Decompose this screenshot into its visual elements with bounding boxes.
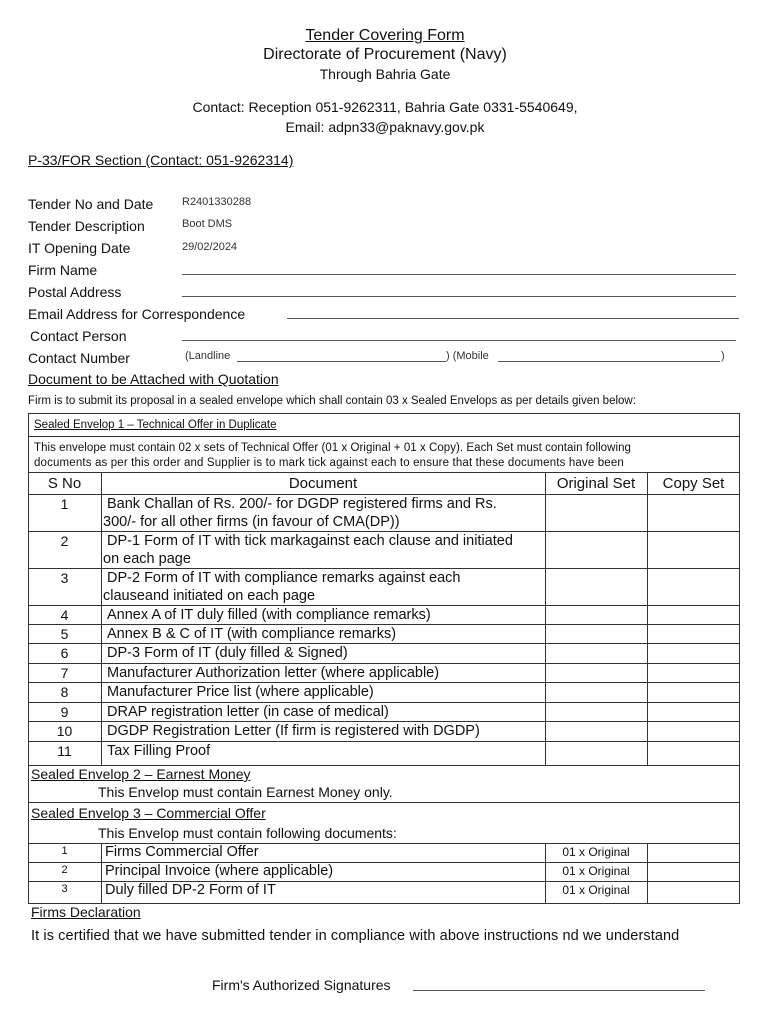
tender-description-value: Boot DMS: [182, 218, 233, 230]
divider: [28, 802, 740, 803]
row-document: [103, 495, 497, 531]
declaration-text: It is certified that we have submitted tender in compliance with above instructions nd we understand: [31, 928, 680, 944]
original-set-checkbox[interactable]: [546, 742, 646, 764]
envelope1-desc-line2: documents as per this order and Supplier is to mark tick against each to ensure that these documents have been: [34, 457, 624, 469]
envelope1-title: Sealed Envelop 1 – Technical Offer in Duplicate: [34, 419, 277, 431]
row-document: [103, 625, 396, 643]
mobile-close-paren: ): [721, 350, 725, 362]
firm-name-field[interactable]: [182, 274, 736, 275]
row-document-line2: on each page: [103, 551, 191, 567]
row-document-line2: 300/- for all other firms (in favour of CMA(DP)): [103, 514, 400, 530]
original-set-checkbox[interactable]: [546, 606, 646, 623]
copy-set-checkbox[interactable]: [648, 644, 739, 662]
copy-set-checkbox[interactable]: [648, 703, 739, 720]
commercial-row-original: 01 x Original: [562, 845, 630, 859]
row-sno: 9: [60, 704, 69, 720]
commercial-row-sno: 1: [61, 845, 68, 857]
row-document-line1: DRAP registration letter (in case of medical): [107, 704, 389, 720]
envelope3-title: Sealed Envelop 3 – Commercial Offer: [31, 805, 266, 821]
tender-no-label: Tender No and Date: [28, 196, 154, 212]
opening-date-value: 29/02/2024: [182, 241, 238, 253]
envelope3-desc: This Envelop must contain following documents:: [98, 825, 397, 841]
envelope2-desc: This Envelop must contain Earnest Money only.: [98, 784, 393, 800]
postal-address-field[interactable]: [182, 296, 736, 297]
mobile-field[interactable]: [498, 361, 720, 362]
original-set-checkbox[interactable]: [546, 664, 646, 681]
form-title: Tender Covering Form: [305, 27, 465, 44]
original-set-checkbox[interactable]: [546, 703, 646, 720]
commercial-row-original: 01 x Original: [562, 864, 630, 878]
row-sno: 7: [60, 665, 69, 681]
commercial-row-document: Principal Invoice (where applicable): [105, 863, 334, 879]
tender-no-value: R2401330288: [182, 196, 252, 208]
row-sno: 1: [60, 496, 69, 512]
row-document-line1: Tax Filling Proof: [107, 743, 211, 759]
row-document-line1: Annex A of IT duly filled (with compliance remarks): [107, 607, 431, 623]
email-line: Email: adpn33@paknavy.gov.pk: [285, 119, 485, 135]
section-heading: P-33/FOR Section (Contact: 051-9262314): [28, 152, 294, 168]
row-document-line1: Manufacturer Price list (where applicable): [107, 684, 374, 700]
copy-set-checkbox[interactable]: [648, 625, 739, 642]
copy-set-checkbox[interactable]: [648, 606, 739, 623]
copy-set-checkbox[interactable]: [648, 569, 739, 604]
copy-set-checkbox[interactable]: [648, 722, 739, 740]
commercial-row-document: Firms Commercial Offer: [105, 844, 259, 860]
row-document-line1: Annex B & C of IT (with compliance remarks): [107, 626, 397, 642]
row-document: [103, 703, 389, 721]
original-set-checkbox[interactable]: [546, 532, 646, 567]
copy-set-checkbox[interactable]: [648, 742, 739, 764]
commercial-row-document: Duly filled DP-2 Form of IT: [105, 882, 276, 898]
contact-person-label: Contact Person: [30, 328, 127, 344]
row-sno: 11: [57, 743, 72, 759]
contact-person-field[interactable]: [182, 340, 736, 341]
attach-heading: Document to be Attached with Quotation: [28, 371, 279, 387]
row-sno: 10: [56, 723, 73, 739]
original-set-checkbox[interactable]: [546, 625, 646, 642]
postal-address-label: Postal Address: [28, 284, 122, 300]
original-set-checkbox[interactable]: [546, 569, 646, 604]
original-set-checkbox[interactable]: [546, 683, 646, 701]
signature-label: Firm's Authorized Signatures: [212, 977, 391, 993]
row-document: [103, 683, 374, 701]
firm-name-label: Firm Name: [28, 262, 98, 278]
col-sno-header: S No: [47, 475, 82, 492]
envelope2-title: Sealed Envelop 2 – Earnest Money: [31, 766, 251, 782]
row-sno: 2: [60, 533, 69, 549]
email-address-field[interactable]: [287, 318, 739, 319]
row-sno: 3: [60, 570, 69, 586]
contact-number-label: Contact Number: [28, 350, 130, 366]
directorate-name: Directorate of Procurement (Navy): [263, 46, 507, 63]
row-sno: 4: [60, 607, 69, 623]
divider: [28, 436, 740, 437]
commercial-row-sno: 2: [61, 864, 68, 876]
row-document: [103, 644, 348, 662]
row-sno: 5: [60, 626, 69, 642]
col-sep-sno: [101, 843, 102, 904]
through-line: Through Bahria Gate: [319, 66, 451, 82]
declaration-heading: Firms Declaration: [31, 904, 141, 920]
signature-field[interactable]: [413, 990, 705, 991]
col-original-header: Original Set: [556, 475, 636, 492]
original-set-checkbox[interactable]: [546, 722, 646, 740]
tender-description-label: Tender Description: [28, 218, 145, 234]
copy-set-checkbox[interactable]: [648, 664, 739, 681]
row-sno: 6: [60, 645, 69, 661]
copy-set-checkbox[interactable]: [648, 683, 739, 701]
landline-label: (Landline: [185, 350, 231, 362]
table-top-line: [28, 472, 740, 473]
original-set-checkbox[interactable]: [546, 644, 646, 662]
row-document: [103, 664, 439, 682]
row-document-line1: Bank Challan of Rs. 200/- for DGDP registered firms and Rs.: [107, 496, 497, 512]
commercial-row-sno: 3: [61, 883, 68, 895]
row-document: [103, 606, 431, 624]
col-document-header: Document: [288, 475, 358, 492]
row-sno: 8: [60, 684, 69, 700]
col-copy-header: Copy Set: [662, 475, 725, 492]
row-document: [103, 569, 461, 605]
row-document: [103, 532, 513, 568]
attach-intro: Firm is to submit its proposal in a sealed envelope which shall contain 03 x Sealed Envelops as per details given below:: [28, 395, 636, 407]
email-address-label: Email Address for Correspondence: [28, 306, 246, 322]
opening-date-label: IT Opening Date: [28, 240, 131, 256]
row-document: [103, 722, 480, 740]
copy-set-checkbox[interactable]: [648, 532, 739, 567]
commercial-row-original: 01 x Original: [562, 883, 630, 897]
copy-set-checkbox[interactable]: [648, 495, 739, 530]
envelope1-desc-line1: This envelope must contain 02 x sets of Technical Offer (01 x Original + 01 x Copy). Each Set must contain following: [34, 442, 631, 454]
row-document-line1: Manufacturer Authorization letter (where applicable): [107, 665, 440, 681]
row-document-line1: DP-2 Form of IT with compliance remarks against each: [107, 570, 461, 586]
contact-line: Contact: Reception 051-9262311, Bahria Gate 0331-5540649,: [192, 99, 578, 115]
col-sep-orig: [647, 843, 648, 904]
landline-field[interactable]: [237, 361, 446, 362]
original-set-checkbox[interactable]: [546, 495, 646, 530]
row-document: [103, 742, 210, 760]
row-document-line2: clauseand initiated on each page: [103, 588, 316, 604]
row-document-line1: DP-3 Form of IT (duly filled & Signed): [107, 645, 348, 661]
row-document-line1: DP-1 Form of IT with tick markagainst each clause and initiated: [107, 533, 513, 549]
mobile-label: ) (Mobile: [446, 350, 489, 362]
row-document-line1: DGDP Registration Letter (If firm is registered with DGDP): [107, 723, 480, 739]
